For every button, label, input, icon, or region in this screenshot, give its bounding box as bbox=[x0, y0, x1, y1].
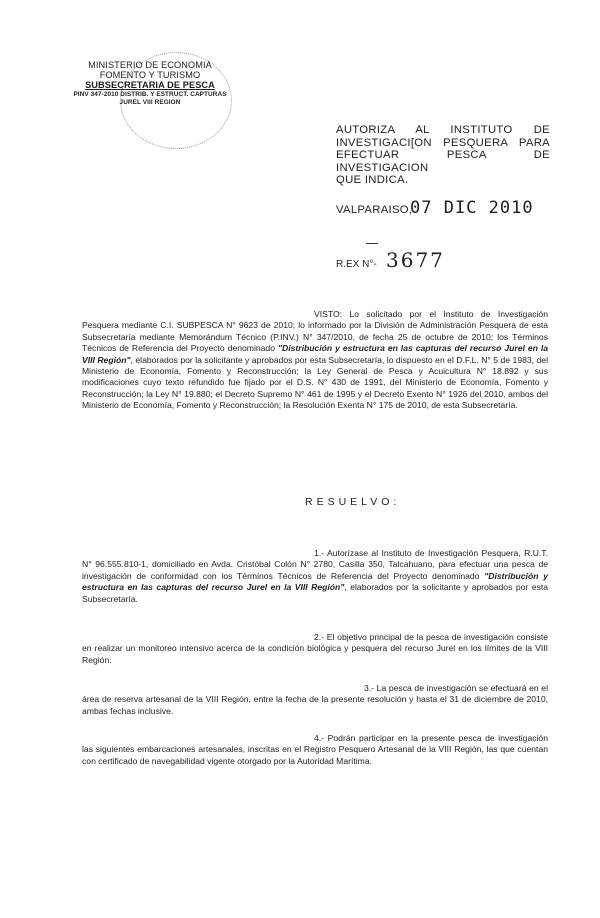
item-4-paragraph: 4.- Podrán participar en la presente pesca de investigación las siguientes embarcaciones artesanales, inscritas en el Registro Pesquero Artesanal de la VIII Región, las que cuentan con certificado de navegabilidad vigente otorgado por la Autoridad Marítima. bbox=[82, 733, 548, 766]
item-1-text-1: 1.- Autorízase al Instituto de Investigación Pesquera, R.U.T. N° 96.555.810-1, domiciliado en Avda. Cristóbal Colón N° 2780, Casilla 350, Talcahuano, para efectuar una pesca de investigación de conformidad con los Términos Técnicos de Referencia del Proyecto denominado bbox=[82, 548, 548, 581]
item-3-paragraph: 3.- La pesca de investigación se efectuará en el área de reserva artesanal de la VIII Región, entre la fecha de la presente resolución y hasta el 31 de diciembre de 2010, ambas fechas inclusive. bbox=[82, 683, 548, 716]
project-title: "Distribución y estructura en las capturas del recurso Jurel en la VIII Región" bbox=[82, 343, 548, 365]
subject-line-3: EFECTUAR PESCA DE INVESTIGACION bbox=[336, 149, 550, 174]
rex-dash bbox=[366, 243, 378, 244]
place-label: VALPARAISO, bbox=[336, 204, 413, 216]
subject-line-2: INVESTIGACI[ON PESQUERA PARA bbox=[336, 136, 550, 149]
ministry-line-2: FOMENTO Y TURISMO bbox=[99, 70, 201, 80]
date-stamp: 07 DIC 2010 bbox=[410, 198, 534, 218]
pinv-reference-line: PINV 347-2010 DISTRIB. Y ESTRUCT. CAPTURAS bbox=[73, 91, 227, 98]
rex-number: 3677 bbox=[386, 248, 445, 272]
jurel-region-line: JUREL VIII REGION bbox=[119, 99, 181, 106]
subject-line-1: AUTORIZA AL INSTITUTO DE bbox=[336, 124, 550, 136]
subsecretaria-line: SUBSECRETARIA DE PESCA bbox=[85, 80, 215, 90]
item-2-paragraph: 2.- El objetivo principal de la pesca de investigación consiste en realizar un monitoreo intensivo acerca de la condición biológica y pesquera del recurso Jurel en los límites de la VIII Región. bbox=[82, 632, 548, 665]
visto-text-2: , elaborados por la solicitante y aprobados por esta Subsecretaría, lo dispuesto en el D.F.L. N° 5 de 1983, del Ministerio de Economía, Fomento y Reconstrucción; la Ley General de Pesca y Acuicultura N° 18.892 y sus modificaciones cuyo texto refundido fue fijado por el D.S. N° 430 de 1991, del Ministerio de Economía, Fomento y Reconstrucción; la Ley N° 19.880; el Decreto Supremo N° 461 de 1995 y el Decreto Exento N° 1926 del 2010, ambos del Ministerio de Economía, Fomento y Reconstrucción; la Resolución Exenta N° 175 de 2010, de esta Subsecretaría. bbox=[82, 354, 548, 411]
resolution-subject bbox=[336, 124, 550, 187]
item-1-text-2: , elaborados por la solicitante y aprobados por esta Subsecretaría. bbox=[82, 582, 548, 604]
item-1-paragraph bbox=[82, 548, 548, 605]
visto-paragraph bbox=[82, 309, 548, 412]
visto-text-1: VISTO: Lo solicitado por el Instituto de Investigación Pesquera mediante C.I. SUBPESCA N° 9623 de 2010; lo informado por la División de Administración Pesquera de esta Subsecretaría mediante Memorándum Técnico (P.INV.) N° 347/2010, de fecha 25 de octubre de 2010; los Términos Técnicos de Referencia del Proyecto denominado bbox=[82, 309, 548, 354]
item-1-project-title: "Distribución y estructura en las capturas del recurso Jurel en la VIII Región" bbox=[82, 570, 548, 593]
ministry-line: MINISTERIO DE ECONOMIA bbox=[88, 60, 212, 70]
rex-label: R.EX N°- bbox=[336, 259, 377, 270]
resuelvo-heading: RESUELVO: bbox=[305, 496, 401, 508]
subject-line-4: QUE INDICA. bbox=[336, 174, 409, 186]
